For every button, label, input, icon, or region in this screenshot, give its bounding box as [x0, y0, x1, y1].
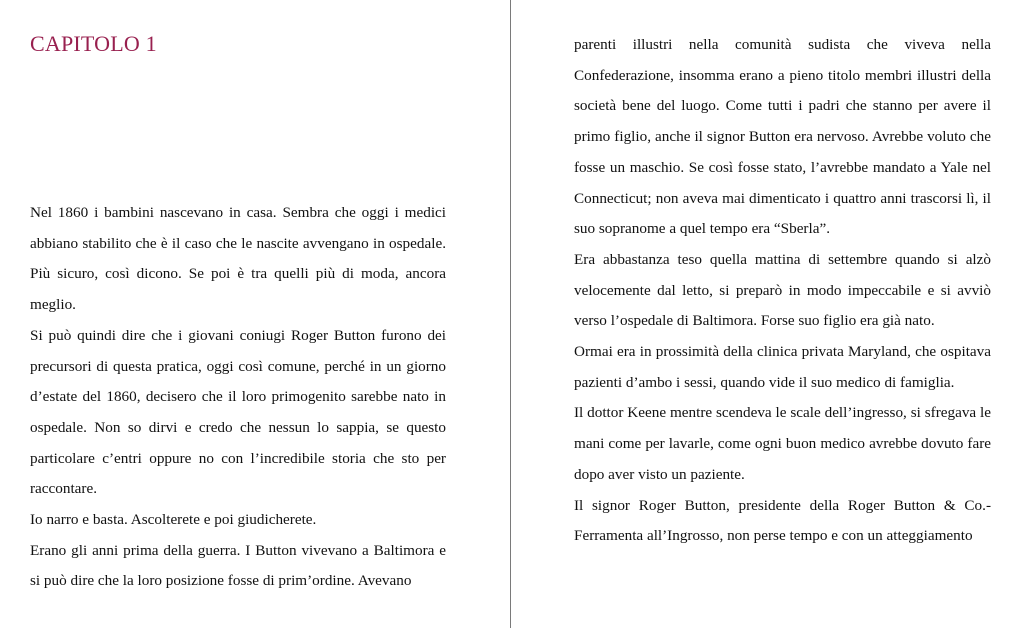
- paragraph: Nel 1860 i bambini nascevano in casa. Sembra che oggi i medici abbiano stabilito che è il caso che le nascite avvengano in ospedale. Più sicuro, così dicono. Se poi è tra quelli più di moda, ancora meglio.: [30, 204, 446, 314]
- paragraph: Il dottor Keene mentre scendeva le scale dell’ingresso, si sfregava le mani come per lavarle, come ogni buon medico avrebbe dovuto fare dopo aver visto un paziente.: [574, 404, 991, 483]
- right-page: [511, 0, 1022, 628]
- paragraph: parenti illustri nella comunità sudista che viveva nella Confederazione, insomma erano a pieno titolo membri illustri della società bene del luogo. Come tutti i padri che stanno per avere il primo figlio, anche il signor Button era nervoso. Avrebbe voluto che fosse un maschio. Se così fosse stato, l’avrebbe mandato a Yale nel Connecticut; non aveva mai dimenticato i quattro anni trascorsi lì, il suo sopranome a quel tempo era “Sberla”.: [574, 36, 991, 238]
- left-page-text: [30, 198, 446, 597]
- paragraph: Io narro e basta. Ascolterete e poi giudicherete.: [30, 511, 317, 529]
- paragraph: Il signor Roger Button, presidente della Roger Button & Co.- Ferramenta all’Ingrosso, non perse tempo e con un atteggiamento: [574, 496, 991, 545]
- paragraph: Erano gli anni prima della guerra. I Button vivevano a Baltimora e si può dire che la loro posizione fosse di prim’ordine. Avevano: [30, 541, 446, 590]
- paragraph: Si può quindi dire che i giovani coniugi Roger Button furono dei precursori di questa pratica, oggi così comune, perché in un giorno d’estate del 1860, decisero che il loro primogenito sarebbe nato in ospedale. Non so dirvi e credo che nessun lo sappia, se questo particolare c’entri oppure no con l’incredibile storia che sto per raccontare.: [30, 326, 446, 498]
- chapter-title: CAPITOLO 1: [30, 31, 157, 56]
- paragraph: Era abbastanza teso quella mattina di settembre quando si alzò velocemente dal letto, si preparò in modo impeccabile e si avviò verso l’ospedale di Baltimora. Forse suo figlio era già nato.: [574, 250, 991, 330]
- paragraph: Ormai era in prossimità della clinica privata Maryland, che ospitava pazienti d’ambo i sessi, quando vide il suo medico di famiglia.: [574, 343, 991, 391]
- right-page-text: [574, 30, 991, 552]
- left-page: [0, 0, 510, 628]
